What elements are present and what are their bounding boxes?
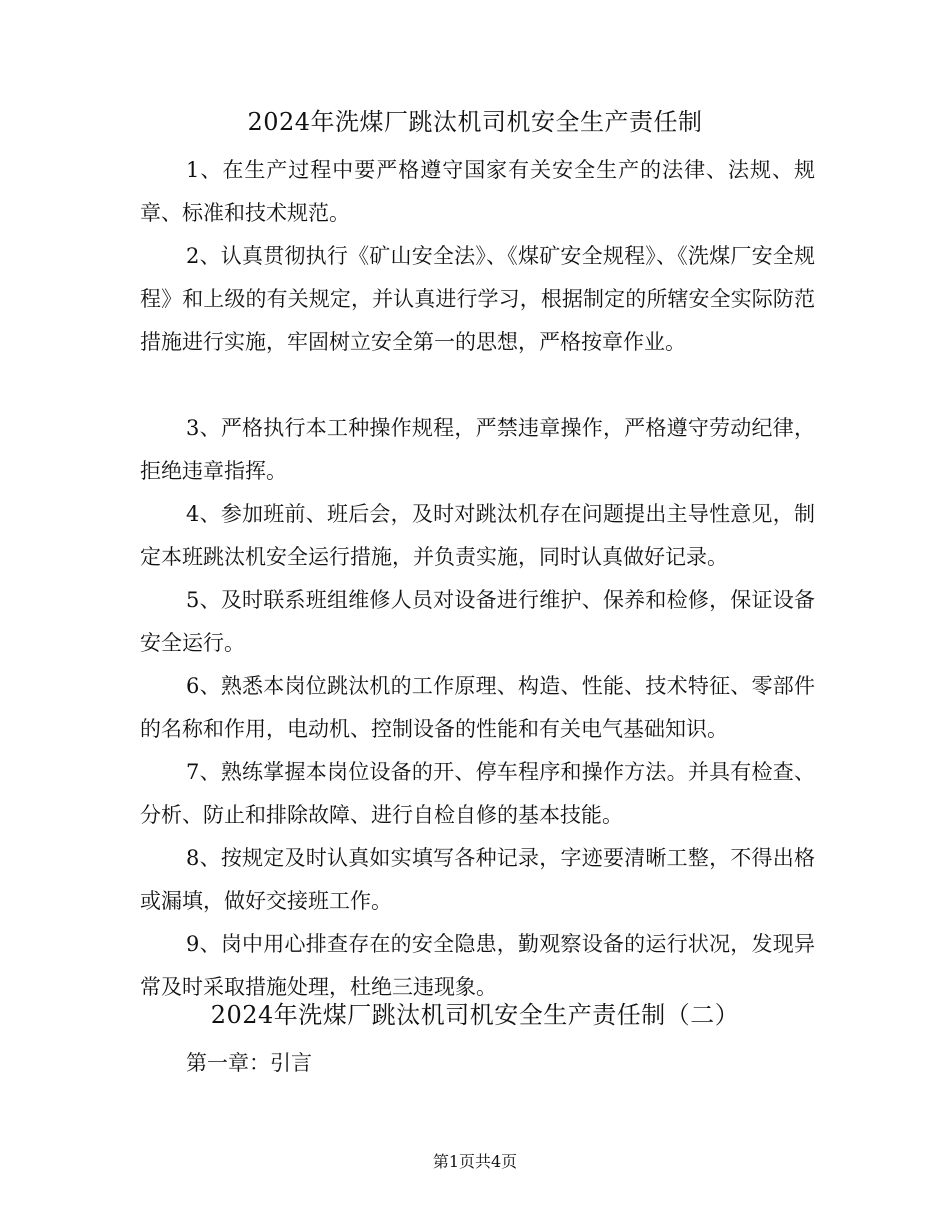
paragraph-8: 8、按规定及时认真如实填写各种记录，字迹要清晰工整，不得出格或漏填，做好交接班工作。: [140, 846, 815, 913]
paragraph-1: 1、在生产过程中要严格遵守国家有关安全生产的法律、法规、规章、标准和技术规范。: [140, 158, 815, 225]
paragraph-6: 6、熟悉本岗位跳汰机的工作原理、构造、性能、技术特征、零部件的名称和作用，电动机、控制设备的性能和有关电气基础知识。: [140, 674, 815, 741]
paragraph-3: 3、严格执行本工种操作规程，严禁违章操作，严格遵守劳动纪律，拒绝违章指挥。: [140, 416, 815, 483]
paragraph-5: 5、及时联系班组维修人员对设备进行维护、保养和检修，保证设备安全运行。: [140, 588, 815, 655]
section-2-title: 2024年洗煤厂跳汰机司机安全生产责任制（二）: [210, 1001, 740, 1029]
paragraph-2: 2、认真贯彻执行《矿山安全法》、《煤矿安全规程》、《洗煤厂安全规程》和上级的有关规定，并认真进行学习，根据制定的所辖安全实际防范措施进行实施，牢固树立安全第一的思想，严格按章作业。: [140, 244, 815, 354]
paragraph-4: 4、参加班前、班后会，及时对跳汰机存在问题提出主导性意见，制定本班跳汰机安全运行措施，并负责实施，同时认真做好记录。: [140, 502, 815, 569]
paragraph-7: 7、熟练掌握本岗位设备的开、停车程序和操作方法。并具有检查、分析、防止和排除故障、进行自检自修的基本技能。: [140, 760, 815, 827]
document-title: 2024年洗煤厂跳汰机司机安全生产责任制: [247, 108, 703, 136]
paragraph-9: 9、岗中用心排查存在的安全隐患，勤观察设备的运行状况，发现异常及时采取措施处理，杜绝三违现象。: [140, 932, 815, 999]
page-number-footer: 第1页共4页: [432, 1152, 518, 1171]
chapter-heading: 第一章：引言: [186, 1051, 312, 1075]
